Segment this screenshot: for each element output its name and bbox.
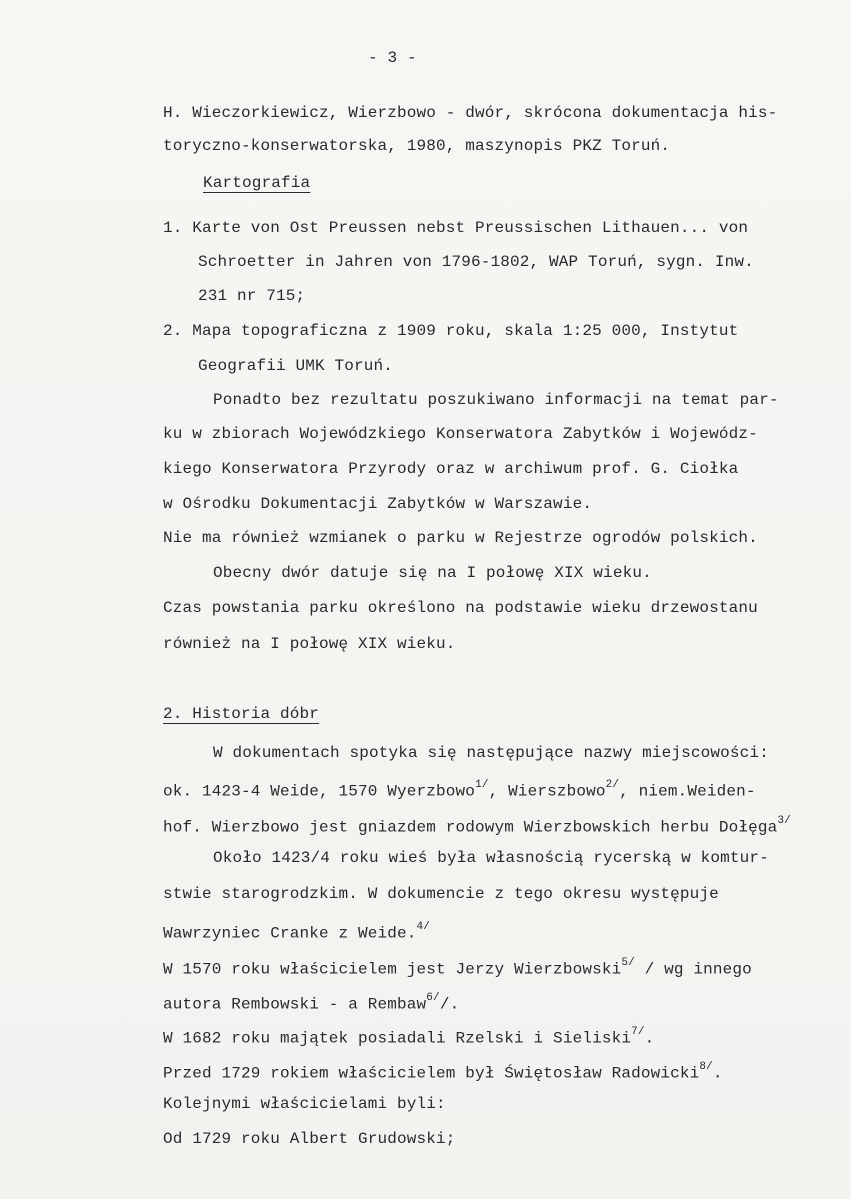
page-number: - 3 - bbox=[368, 49, 417, 67]
kartografia-item-1-line-2: Schroetter in Jahren von 1796-1802, WAP Toruń, sygn. Inw. bbox=[198, 253, 754, 271]
paragraph-4-line-1: Czas powstania parku określono na podstawie wieku drzewostanu bbox=[163, 599, 758, 617]
historia-line-6: Wawrzyniec Cranke z Weide.$^{4/}$ bbox=[163, 921, 431, 943]
paragraph-1-line-3: kiego Konserwatora Przyrody oraz w archiwum prof. G. Ciołka bbox=[163, 460, 739, 478]
paragraph-4-line-2: również na I połowę XIX wieku. bbox=[163, 635, 456, 653]
historia-line-3: hof. Wierzbowo jest gniazdem rodowym Wierzbowskich herbu Dołęga$^{3/}$ bbox=[163, 815, 791, 837]
historia-line-9: W 1682 roku majątek posiadali Rzelski i Sieliski$^{7/}$. bbox=[163, 1026, 655, 1048]
kartografia-heading: Kartografia bbox=[203, 174, 311, 192]
kartografia-item-1-line-1: 1. Karte von Ost Preussen nebst Preussischen Lithauen... von bbox=[163, 219, 749, 237]
bibliography-line-2: toryczno-konserwatorska, 1980, maszynopis PKZ Toruń. bbox=[163, 137, 671, 155]
bibliography-line-1: H. Wieczorkiewicz, Wierzbowo - dwór, skrócona dokumentacja his- bbox=[163, 104, 778, 122]
kartografia-item-1-line-3: 231 nr 715; bbox=[198, 287, 306, 305]
historia-line-4: Około 1423/4 roku wieś była własnością rycerską w komtur- bbox=[213, 849, 769, 867]
historia-line-5: stwie starogrodzkim. W dokumencie z tego okresu występuje bbox=[163, 885, 719, 903]
historia-line-10: Przed 1729 rokiem właścicielem był Świętosław Radowicki$^{8/}$. bbox=[163, 1061, 723, 1083]
paragraph-1-line-1: Ponadto bez rezultatu poszukiwano informacji na temat par- bbox=[213, 391, 779, 409]
historia-line-1: W dokumentach spotyka się następujące nazwy miejscowości: bbox=[213, 744, 769, 762]
paragraph-1-line-4: w Ośrodku Dokumentacji Zabytków w Warszawie. bbox=[163, 495, 593, 513]
historia-line-7: W 1570 roku właścicielem jest Jerzy Wierzbowski$^{5/}$ / wg innego bbox=[163, 957, 752, 979]
historia-line-12: Od 1729 roku Albert Grudowski; bbox=[163, 1130, 456, 1148]
paragraph-1-line-2: ku w zbiorach Wojewódzkiego Konserwatora Zabytków i Wojewódz- bbox=[163, 425, 758, 443]
historia-line-2: ok. 1423-4 Weide, 1570 Wyerzbowo$^{1/}$, Wierszbowo$^{2/}$, niem.Weiden- bbox=[163, 779, 756, 801]
paragraph-2: Nie ma również wzmianek o parku w Rejestrze ogrodów polskich. bbox=[163, 529, 758, 547]
historia-heading: 2. Historia dóbr bbox=[163, 705, 320, 723]
kartografia-item-2-line-2: Geografii UMK Toruń. bbox=[198, 357, 394, 375]
kartografia-item-2-line-1: 2. Mapa topograficzna z 1909 roku, skala 1:25 000, Instytut bbox=[163, 322, 739, 340]
historia-line-8: autora Rembowski - a Rembaw$^{6/}$/. bbox=[163, 992, 460, 1014]
paragraph-3: Obecny dwór datuje się na I połowę XIX wieku. bbox=[213, 564, 652, 582]
historia-line-11: Kolejnymi właścicielami byli: bbox=[163, 1095, 446, 1113]
